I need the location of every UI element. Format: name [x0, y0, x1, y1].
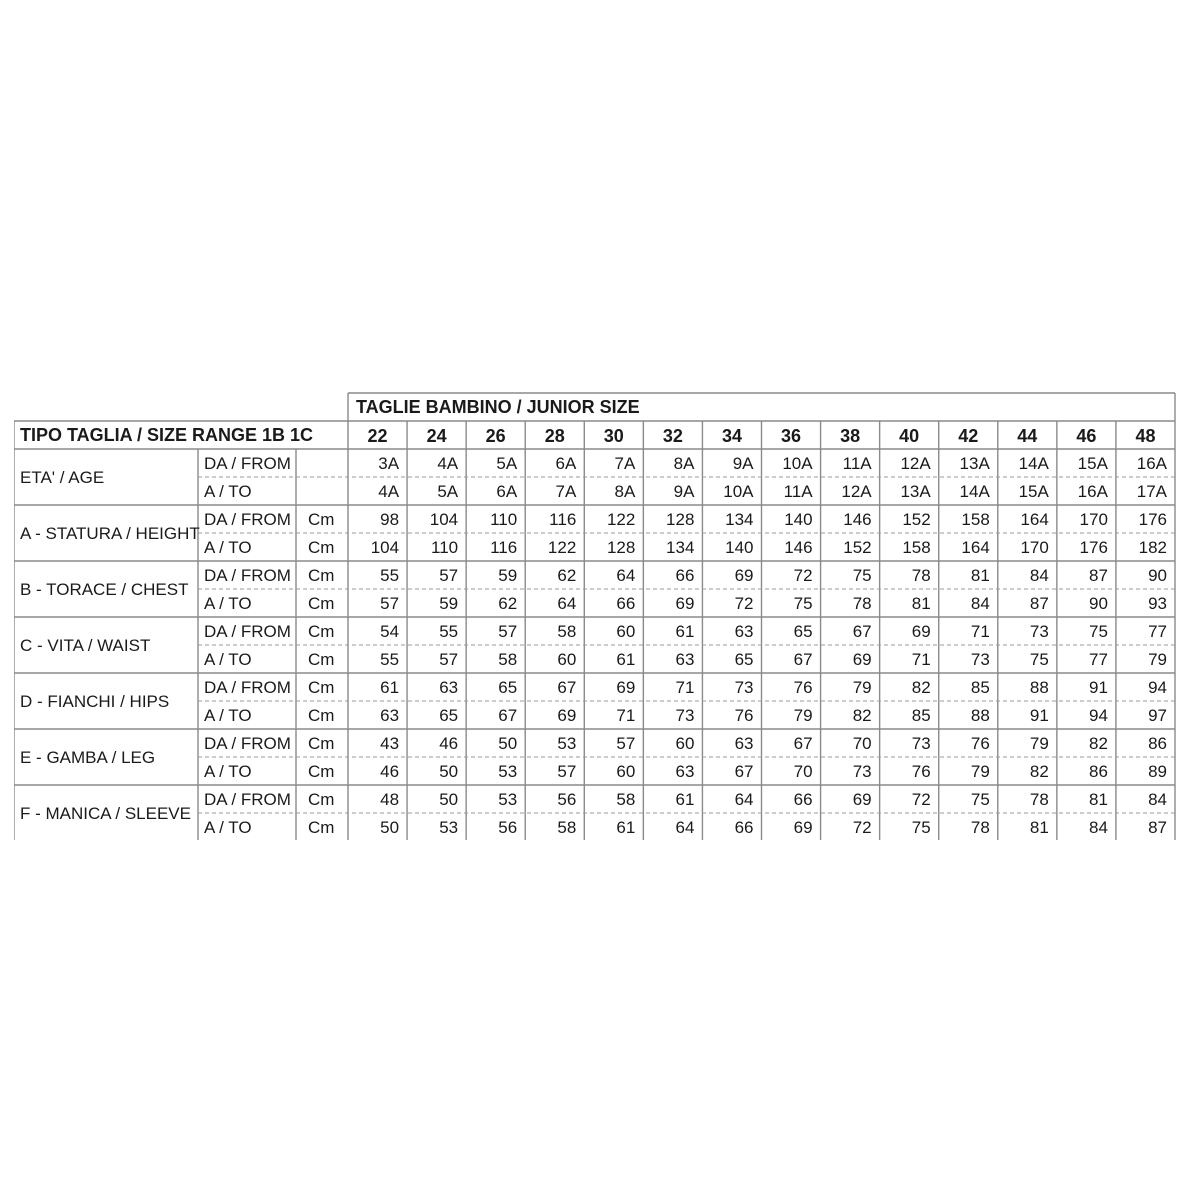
size-value-cell: 98: [380, 510, 400, 529]
size-value-cell: 79: [1148, 650, 1167, 669]
size-value-cell: 76: [734, 706, 754, 725]
size-value-cell: 73: [675, 706, 695, 725]
size-value-cell: 78: [911, 566, 931, 585]
size-value-cell: 85: [911, 706, 931, 725]
range-from-label: DA / FROM: [204, 734, 291, 753]
unit-label: Cm: [308, 538, 335, 557]
size-value-cell: 81: [970, 566, 990, 585]
size-value-cell: 79: [970, 762, 990, 781]
size-value-cell: 50: [498, 734, 518, 753]
size-value-cell: 53: [498, 790, 518, 809]
size-value-cell: 69: [675, 594, 695, 613]
size-value-cell: 65: [793, 622, 813, 641]
size-header: 22: [367, 426, 388, 446]
size-value-cell: 66: [675, 566, 695, 585]
size-value-cell: 82: [1089, 734, 1108, 753]
size-value-cell: 8A: [614, 482, 636, 501]
range-to-label: A / TO: [204, 818, 252, 837]
size-value-cell: 71: [970, 622, 990, 641]
size-value-cell: 72: [852, 818, 872, 837]
size-value-cell: 71: [675, 678, 695, 697]
size-value-cell: 66: [734, 818, 754, 837]
size-value-cell: 10A: [782, 454, 813, 473]
size-value-cell: 110: [431, 538, 459, 557]
measurement-label: A - STATURA / HEIGHT: [20, 524, 200, 543]
size-value-cell: 134: [666, 538, 695, 557]
size-value-cell: 128: [606, 538, 636, 557]
unit-label: Cm: [308, 818, 335, 837]
table-title: TAGLIE BAMBINO / JUNIOR SIZE: [356, 397, 640, 417]
size-value-cell: 72: [734, 594, 754, 613]
measurement-label: E - GAMBA / LEG: [20, 748, 156, 767]
size-value-cell: 97: [1148, 706, 1167, 725]
size-value-cell: 81: [1089, 790, 1108, 809]
size-value-cell: 57: [557, 762, 577, 781]
measurement-label: D - FIANCHI / HIPS: [20, 692, 170, 711]
size-value-cell: 140: [784, 510, 813, 529]
size-range-label: TIPO TAGLIA / SIZE RANGE 1B 1C: [20, 425, 314, 445]
size-header: 38: [840, 426, 861, 446]
size-value-cell: 14A: [1018, 454, 1049, 473]
size-value-cell: 84: [1029, 566, 1049, 585]
size-value-cell: 134: [725, 510, 754, 529]
size-value-cell: 55: [380, 566, 400, 585]
size-value-cell: 79: [1029, 734, 1049, 753]
size-value-cell: 7A: [614, 454, 636, 473]
size-value-cell: 63: [734, 622, 754, 641]
size-value-cell: 75: [1029, 650, 1049, 669]
size-value-cell: 7A: [555, 482, 577, 501]
size-value-cell: 64: [675, 818, 695, 837]
size-value-cell: 76: [911, 762, 931, 781]
size-value-cell: 69: [557, 706, 577, 725]
size-value-cell: 87: [1029, 594, 1049, 613]
size-value-cell: 73: [852, 762, 872, 781]
size-value-cell: 110: [490, 510, 518, 529]
size-value-cell: 146: [843, 510, 872, 529]
size-value-cell: 11A: [842, 454, 872, 473]
size-value-cell: 81: [1029, 818, 1049, 837]
size-value-cell: 50: [439, 762, 459, 781]
size-value-cell: 67: [498, 706, 518, 725]
range-to-label: A / TO: [204, 482, 252, 501]
size-value-cell: 57: [380, 594, 400, 613]
size-value-cell: 63: [734, 734, 754, 753]
size-value-cell: 55: [380, 650, 400, 669]
size-value-cell: 63: [439, 678, 459, 697]
size-header: 46: [1076, 426, 1097, 446]
size-value-cell: 182: [1138, 538, 1167, 557]
size-value-cell: 64: [557, 594, 577, 613]
size-value-cell: 66: [616, 594, 636, 613]
size-value-cell: 12A: [841, 482, 872, 501]
unit-label: Cm: [308, 650, 335, 669]
range-from-label: DA / FROM: [204, 678, 291, 697]
unit-label: Cm: [308, 790, 335, 809]
range-from-label: DA / FROM: [204, 510, 291, 529]
size-value-cell: 158: [902, 538, 931, 557]
size-header: 26: [485, 426, 506, 446]
size-value-cell: 46: [380, 762, 400, 781]
size-value-cell: 57: [439, 566, 459, 585]
size-value-cell: 57: [439, 650, 459, 669]
unit-label: Cm: [308, 510, 335, 529]
size-value-cell: 57: [616, 734, 636, 753]
size-value-cell: 170: [1079, 510, 1108, 529]
size-value-cell: 13A: [959, 454, 990, 473]
range-from-label: DA / FROM: [204, 454, 291, 473]
size-value-cell: 56: [557, 790, 577, 809]
size-value-cell: 61: [675, 622, 695, 641]
size-value-cell: 9A: [732, 454, 754, 473]
size-value-cell: 88: [1029, 678, 1049, 697]
size-value-cell: 71: [616, 706, 636, 725]
size-value-cell: 55: [439, 622, 459, 641]
unit-label: Cm: [308, 706, 335, 725]
size-value-cell: 94: [1148, 678, 1167, 697]
size-value-cell: 4A: [437, 454, 459, 473]
unit-label: Cm: [308, 622, 335, 641]
size-value-cell: 8A: [673, 454, 695, 473]
size-header: 30: [603, 426, 624, 446]
size-value-cell: 3A: [378, 454, 400, 473]
unit-label: Cm: [308, 734, 335, 753]
size-value-cell: 87: [1089, 566, 1108, 585]
unit-label: Cm: [308, 566, 335, 585]
range-to-label: A / TO: [204, 706, 252, 725]
size-value-cell: 94: [1089, 706, 1108, 725]
size-value-cell: 53: [439, 818, 459, 837]
size-value-cell: 58: [557, 622, 577, 641]
size-value-cell: 67: [557, 678, 577, 697]
size-value-cell: 67: [852, 622, 872, 641]
range-to-label: A / TO: [204, 650, 252, 669]
size-value-cell: 75: [1089, 622, 1108, 641]
measurement-label: ETA' / AGE: [20, 468, 105, 487]
size-value-cell: 54: [380, 622, 400, 641]
size-value-cell: 14A: [959, 482, 990, 501]
size-value-cell: 84: [1148, 790, 1167, 809]
size-value-cell: 5A: [496, 454, 518, 473]
size-value-cell: 75: [970, 790, 990, 809]
size-header: 36: [781, 426, 802, 446]
size-value-cell: 81: [911, 594, 931, 613]
size-value-cell: 116: [490, 538, 518, 557]
size-value-cell: 61: [675, 790, 695, 809]
size-header: 40: [899, 426, 920, 446]
size-value-cell: 65: [498, 678, 518, 697]
size-value-cell: 78: [1029, 790, 1049, 809]
size-value-cell: 91: [1029, 706, 1049, 725]
size-value-cell: 82: [911, 678, 931, 697]
size-value-cell: 63: [380, 706, 400, 725]
size-value-cell: 43: [380, 734, 400, 753]
size-value-cell: 70: [852, 734, 872, 753]
size-value-cell: 86: [1148, 734, 1167, 753]
size-value-cell: 128: [666, 510, 695, 529]
size-value-cell: 9A: [673, 482, 695, 501]
size-value-cell: 73: [970, 650, 990, 669]
range-to-label: A / TO: [204, 594, 252, 613]
size-value-cell: 64: [616, 566, 636, 585]
size-value-cell: 69: [852, 650, 872, 669]
size-value-cell: 69: [852, 790, 872, 809]
size-value-cell: 90: [1089, 594, 1108, 613]
size-value-cell: 90: [1148, 566, 1167, 585]
size-value-cell: 53: [557, 734, 577, 753]
size-value-cell: 104: [429, 510, 459, 529]
size-value-cell: 79: [852, 678, 872, 697]
measurement-label: C - VITA / WAIST: [20, 636, 151, 655]
size-value-cell: 56: [498, 818, 518, 837]
size-value-cell: 164: [961, 538, 990, 557]
size-value-cell: 67: [793, 650, 813, 669]
size-value-cell: 122: [606, 510, 636, 529]
size-value-cell: 75: [793, 594, 813, 613]
size-value-cell: 6A: [555, 454, 577, 473]
size-value-cell: 73: [1029, 622, 1049, 641]
size-value-cell: 13A: [900, 482, 931, 501]
size-value-cell: 67: [734, 762, 754, 781]
size-value-cell: 61: [616, 818, 636, 837]
size-value-cell: 76: [970, 734, 990, 753]
size-value-cell: 62: [498, 594, 518, 613]
size-value-cell: 48: [380, 790, 400, 809]
size-value-cell: 61: [380, 678, 400, 697]
size-value-cell: 66: [793, 790, 813, 809]
size-value-cell: 58: [498, 650, 518, 669]
size-value-cell: 146: [784, 538, 813, 557]
size-value-cell: 116: [549, 510, 577, 529]
unit-label: Cm: [308, 594, 335, 613]
size-value-cell: 73: [734, 678, 754, 697]
size-value-cell: 79: [793, 706, 813, 725]
size-value-cell: 69: [911, 622, 931, 641]
size-value-cell: 67: [793, 734, 813, 753]
size-value-cell: 17A: [1136, 482, 1167, 501]
size-value-cell: 11A: [783, 482, 813, 501]
size-value-cell: 65: [439, 706, 459, 725]
size-value-cell: 16A: [1077, 482, 1108, 501]
size-value-cell: 6A: [496, 482, 518, 501]
size-value-cell: 60: [616, 762, 636, 781]
size-value-cell: 77: [1148, 622, 1167, 641]
size-value-cell: 63: [675, 762, 695, 781]
size-value-cell: 65: [734, 650, 754, 669]
size-value-cell: 91: [1089, 678, 1108, 697]
size-value-cell: 170: [1020, 538, 1049, 557]
size-value-cell: 87: [1148, 818, 1167, 837]
unit-label: Cm: [308, 678, 335, 697]
size-value-cell: 69: [793, 818, 813, 837]
size-value-cell: 15A: [1018, 482, 1049, 501]
size-chart-table: [14, 392, 1176, 840]
range-from-label: DA / FROM: [204, 790, 291, 809]
measurement-label: B - TORACE / CHEST: [20, 580, 189, 599]
size-value-cell: 84: [1089, 818, 1108, 837]
size-value-cell: 75: [911, 818, 931, 837]
size-header: 42: [958, 426, 979, 446]
size-value-cell: 164: [1020, 510, 1049, 529]
size-value-cell: 176: [1138, 510, 1167, 529]
size-value-cell: 82: [852, 706, 872, 725]
size-value-cell: 59: [439, 594, 459, 613]
size-value-cell: 78: [852, 594, 872, 613]
size-value-cell: 73: [911, 734, 931, 753]
size-value-cell: 60: [616, 622, 636, 641]
size-value-cell: 12A: [900, 454, 931, 473]
size-chart-svg: [14, 392, 1176, 840]
size-value-cell: 15A: [1077, 454, 1108, 473]
size-value-cell: 60: [675, 734, 695, 753]
size-value-cell: 57: [498, 622, 518, 641]
size-value-cell: 16A: [1136, 454, 1167, 473]
size-value-cell: 62: [557, 566, 577, 585]
range-from-label: DA / FROM: [204, 622, 291, 641]
size-value-cell: 10A: [723, 482, 754, 501]
size-value-cell: 176: [1079, 538, 1108, 557]
size-value-cell: 61: [616, 650, 636, 669]
size-value-cell: 59: [498, 566, 518, 585]
size-value-cell: 71: [911, 650, 931, 669]
size-value-cell: 140: [725, 538, 754, 557]
range-from-label: DA / FROM: [204, 566, 291, 585]
size-value-cell: 84: [970, 594, 990, 613]
size-header: 34: [721, 426, 742, 446]
size-value-cell: 72: [911, 790, 931, 809]
size-value-cell: 63: [675, 650, 695, 669]
unit-label: Cm: [308, 762, 335, 781]
size-value-cell: 69: [734, 566, 754, 585]
size-value-cell: 58: [616, 790, 636, 809]
size-value-cell: 72: [793, 566, 813, 585]
size-header: 32: [662, 426, 683, 446]
size-value-cell: 85: [970, 678, 990, 697]
size-value-cell: 58: [557, 818, 577, 837]
size-header: 48: [1135, 426, 1156, 446]
size-header: 24: [426, 426, 447, 446]
range-to-label: A / TO: [204, 538, 252, 557]
size-value-cell: 104: [370, 538, 400, 557]
size-value-cell: 60: [557, 650, 577, 669]
size-value-cell: 69: [616, 678, 636, 697]
size-value-cell: 82: [1029, 762, 1049, 781]
size-header: 44: [1017, 426, 1038, 446]
size-value-cell: 4A: [378, 482, 400, 501]
size-value-cell: 93: [1148, 594, 1167, 613]
size-value-cell: 50: [439, 790, 459, 809]
size-value-cell: 86: [1089, 762, 1108, 781]
size-value-cell: 64: [734, 790, 754, 809]
size-value-cell: 76: [793, 678, 813, 697]
size-value-cell: 50: [380, 818, 400, 837]
size-value-cell: 89: [1148, 762, 1167, 781]
size-value-cell: 122: [547, 538, 577, 557]
size-value-cell: 88: [970, 706, 990, 725]
size-value-cell: 75: [852, 566, 872, 585]
size-value-cell: 5A: [437, 482, 459, 501]
size-value-cell: 152: [902, 510, 931, 529]
size-value-cell: 158: [961, 510, 990, 529]
size-value-cell: 152: [843, 538, 872, 557]
size-value-cell: 77: [1089, 650, 1108, 669]
size-value-cell: 53: [498, 762, 518, 781]
size-value-cell: 46: [439, 734, 459, 753]
size-value-cell: 70: [793, 762, 813, 781]
measurement-label: F - MANICA / SLEEVE: [20, 804, 191, 823]
size-value-cell: 78: [970, 818, 990, 837]
size-header: 28: [544, 426, 565, 446]
range-to-label: A / TO: [204, 762, 252, 781]
